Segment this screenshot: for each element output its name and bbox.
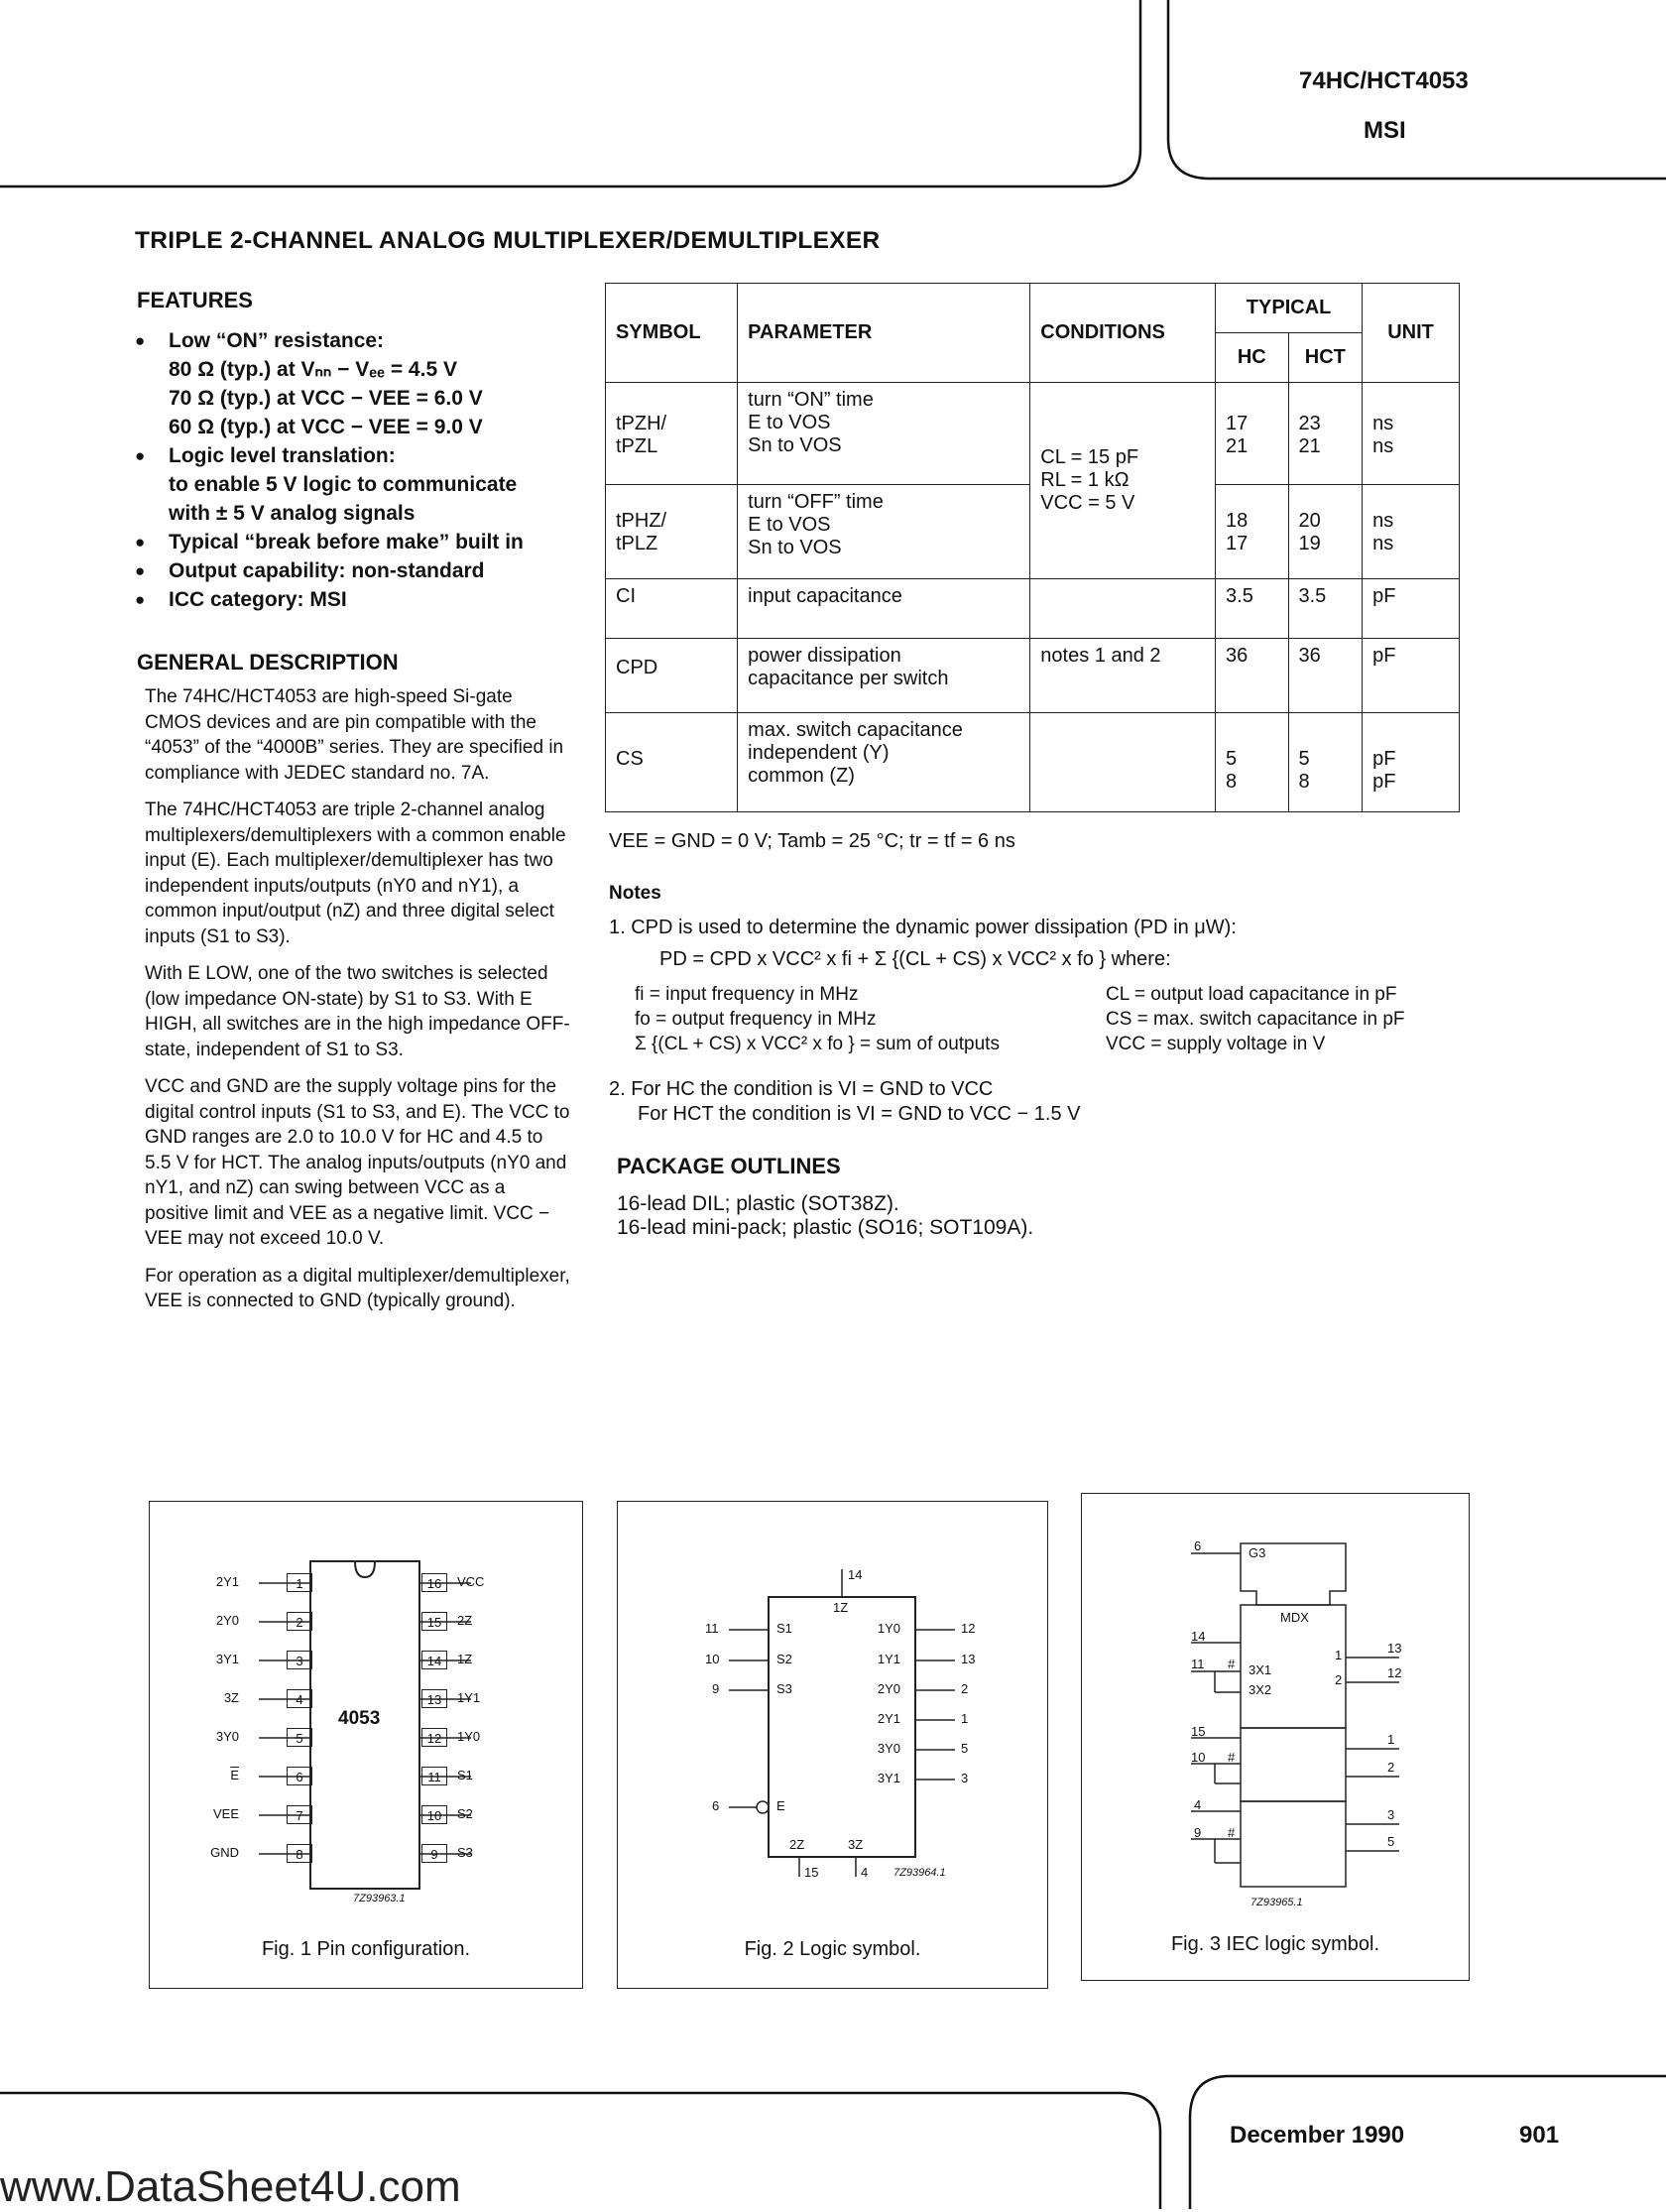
pin-number: 13 <box>961 1652 976 1666</box>
pin-number: 4 <box>287 1689 312 1708</box>
pin-label: 3Z <box>223 1690 239 1705</box>
pin-number: 6 <box>287 1767 312 1785</box>
package-line: 16-lead DIL; plastic (SOT38Z). <box>617 1192 899 1215</box>
pin-number: 13 <box>421 1689 447 1708</box>
note-1: 1. CPD is used to determine the dynamic power dissipation (PD in μW): <box>609 917 1237 938</box>
part-number: 74HC/HCT4053 <box>1299 67 1469 94</box>
pin-number: 3 <box>1387 1807 1395 1822</box>
figure-logic-symbol <box>617 1501 1048 1989</box>
pin-label: 3X1 <box>1249 1662 1272 1677</box>
note-2b: For HCT the condition is VI = GND to VCC − 1.5 V <box>638 1103 1081 1125</box>
pin-number: 9 <box>421 1844 447 1863</box>
pin-label: 3Z <box>848 1837 864 1852</box>
pin-number: 15 <box>804 1865 819 1880</box>
pin-label: VEE <box>212 1806 239 1821</box>
pin-number: 6 <box>1194 1538 1202 1553</box>
pin-number: 11 <box>1191 1657 1205 1671</box>
header-rule <box>0 0 1666 198</box>
col-hc: HC <box>1216 333 1288 383</box>
pin-number: 7 <box>287 1805 312 1824</box>
feature-sub: with ± 5 V analog signals <box>169 502 416 525</box>
pin-number: 12 <box>961 1621 976 1636</box>
col-symbol: SYMBOL <box>606 284 738 383</box>
pin-number: 2 <box>961 1681 969 1696</box>
pin-label: 1Y1 <box>877 1652 900 1666</box>
pin-number: 10 <box>705 1652 720 1666</box>
features-list <box>135 326 591 614</box>
package-heading: PACKAGE OUTLINES <box>617 1154 841 1178</box>
pin-label: # <box>1228 1750 1236 1765</box>
col-parameter: PARAMETER <box>738 284 1030 383</box>
pin-label: 3Y0 <box>215 1729 239 1744</box>
pin-number: 16 <box>421 1573 447 1592</box>
feature-sub: 80 Ω (typ.) at Vₙₙ − Vₑₑ = 4.5 V <box>169 358 457 381</box>
note-2a: 2. For HC the condition is VI = GND to VCC <box>609 1078 994 1100</box>
category: MSI <box>1364 117 1406 144</box>
pin-label: 3X2 <box>1249 1682 1272 1697</box>
pin-number: 10 <box>421 1805 447 1824</box>
footer-date: December 1990 <box>1230 2122 1405 2149</box>
pin-number: 2 <box>1335 1672 1343 1687</box>
pin-label: 1Y1 <box>457 1690 481 1705</box>
figure-caption: Fig. 3 IEC logic symbol. <box>1170 1933 1380 1955</box>
pin-number: 14 <box>848 1567 863 1582</box>
pin-number: 6 <box>712 1798 720 1813</box>
col-hct: HCT <box>1288 333 1363 383</box>
pin-number: 1 <box>1387 1732 1395 1747</box>
feature-sub: to enable 5 V logic to communicate <box>169 473 518 496</box>
block-label: G3 <box>1249 1545 1266 1560</box>
pin-label: 2Z <box>789 1837 805 1852</box>
pin-number: 1 <box>961 1711 969 1726</box>
pin-number: 9 <box>712 1681 720 1696</box>
pin-number: 4 <box>861 1865 869 1880</box>
description-paragraph: VCC and GND are the supply voltage pins for the digital control inputs (S1 to S3, and E). The VCC to GND ranges are 2.0 to 10.0 V for HC and 4.5 to 5.5 V for HCT. The analog inputs/outputs (nY0 and nY1, and nZ) can swing between VCC as a positive limit and VEE as a negative limit. VCC − VEE may not exceed 10.0 V. <box>145 1076 570 1249</box>
pin-label: S2 <box>776 1652 792 1666</box>
pin-label: S2 <box>457 1806 473 1821</box>
pin-number: 12 <box>1387 1665 1402 1680</box>
pin-label: 2Y1 <box>877 1711 900 1726</box>
feature-sub: 60 Ω (typ.) at VCC − VEE = 9.0 V <box>169 416 483 438</box>
pin-label: 2Y1 <box>215 1574 239 1589</box>
feature-item: ● ICC category: MSI <box>135 585 591 614</box>
note-defs-right: CL = output load capacitance in pF CS = max. switch capacitance in pF VCC = supply voltage in V <box>1106 984 1405 1054</box>
description-heading: GENERAL DESCRIPTION <box>137 650 399 675</box>
pin-label: 2Y0 <box>215 1613 239 1628</box>
pin-label: 3Y0 <box>877 1741 900 1756</box>
figure-caption: Fig. 2 Logic symbol. <box>744 1938 921 1960</box>
table-row: tPZH/ tPZL turn “ON” time E to VOS Sn to VOS CL = 15 pF RL = 1 kΩ VCC = 5 V 17 21 23 21 ns ns <box>606 383 1460 485</box>
pin-number: 14 <box>1191 1629 1206 1644</box>
note-defs-left: fi = input frequency in MHz fo = output frequency in MHz Σ {(CL + CS) x VCC² x fo } = sum of outputs <box>635 984 1000 1054</box>
logic-symbol-outline <box>618 1502 1047 1988</box>
pin-number: 3 <box>287 1651 312 1669</box>
description-body <box>145 684 571 1326</box>
pin-label: 1Y0 <box>457 1729 481 1744</box>
pin-label: 1Z <box>457 1652 473 1666</box>
pin-label: S3 <box>776 1681 792 1696</box>
shared-conditions: CL = 15 pF RL = 1 kΩ VCC = 5 V <box>1030 383 1216 579</box>
pin-number: 2 <box>1387 1760 1395 1775</box>
features-heading: FEATURES <box>137 288 253 312</box>
pin-label: $\overline{E}$ <box>230 1768 239 1782</box>
package-line: 16-lead mini-pack; plastic (SO16; SOT109A). <box>617 1216 1034 1239</box>
feature-item: ● Low “ON” resistance: <box>135 326 591 355</box>
description-paragraph: With E LOW, one of the two switches is selected (low impedance ON-state) by S1 to S3. With E HIGH, all switches are in the high impedance OFF-state, independent of S1 to S3. <box>145 963 570 1060</box>
pin-number: 9 <box>1194 1825 1202 1840</box>
pin-label: 2Z <box>457 1613 473 1628</box>
pin-label: 3Y1 <box>877 1771 900 1785</box>
pin-label: E <box>776 1798 785 1813</box>
figure-code: 7Z93963.1 <box>353 1893 406 1905</box>
feature-item: ● Output capability: non-standard <box>135 556 591 585</box>
pin-number: 3 <box>961 1771 969 1785</box>
pin-label: 3Y1 <box>215 1652 239 1666</box>
pin-number: 13 <box>1387 1641 1402 1656</box>
pin-label: VCC <box>457 1574 485 1589</box>
pin-number: 11 <box>705 1621 719 1636</box>
pin-number: 8 <box>287 1844 312 1863</box>
col-conditions: CONDITIONS <box>1030 284 1216 383</box>
pin-number: 4 <box>1194 1797 1202 1812</box>
feature-item: ● Logic level translation: <box>135 441 591 470</box>
description-paragraph: For operation as a digital multiplexer/demultiplexer, VEE is connected to GND (typically ground). <box>145 1265 570 1311</box>
table-row: CS max. switch capacitance independent (Y) common (Z) 5 8 5 8 pF pF <box>606 713 1460 812</box>
page-number: 901 <box>1519 2122 1560 2149</box>
feature-sub: 70 Ω (typ.) at VCC − VEE = 6.0 V <box>169 387 483 410</box>
pin-number: 5 <box>961 1741 969 1756</box>
chip-label: 4053 <box>338 1708 381 1729</box>
pin-number: 10 <box>1191 1750 1206 1765</box>
pin-label: # <box>1228 1657 1236 1671</box>
pin-number: 12 <box>421 1728 447 1747</box>
pin-number: 15 <box>1191 1724 1206 1739</box>
table-row: CI input capacitance 3.5 3.5 pF <box>606 579 1460 639</box>
pin-number: 11 <box>421 1767 447 1785</box>
figure-caption: Fig. 1 Pin configuration. <box>261 1938 471 1960</box>
col-typical: TYPICAL <box>1216 284 1363 333</box>
page-title: TRIPLE 2-CHANNEL ANALOG MULTIPLEXER/DEMULTIPLEXER <box>135 227 881 254</box>
feature-item: ● Typical “break before make” built in <box>135 528 591 556</box>
figure-code: 7Z93964.1 <box>893 1867 946 1879</box>
description-paragraph: The 74HC/HCT4053 are triple 2-channel analog multiplexers/demultiplexers with a common enable input (E). Each multiplexer/demultiplexer has two independent inputs/outputs (nY0 and nY1), a common input/output (nZ) and three digital select inputs (S1 to S3). <box>145 799 566 947</box>
col-unit: UNIT <box>1363 284 1460 383</box>
pin-label: 1Y0 <box>877 1621 900 1636</box>
block-label: MDX <box>1280 1610 1309 1625</box>
figure-pin-configuration <box>149 1501 583 1989</box>
pin-label: GND <box>210 1845 239 1860</box>
pin-number: 1 <box>287 1573 312 1592</box>
description-paragraph: The 74HC/HCT4053 are high-speed Si-gate CMOS devices and are pin compatible with the “4053” of the “4000B” series. They are specified in compliance with JEDEC standard no. 7A. <box>145 686 564 784</box>
pin-number: 14 <box>421 1651 447 1669</box>
watermark-link[interactable]: www.DataSheet4U.com <box>0 2162 461 2211</box>
pin-label: 2Y0 <box>877 1681 900 1696</box>
pin-label: S1 <box>457 1768 473 1782</box>
figure-code: 7Z93965.1 <box>1250 1897 1303 1908</box>
pin-label: S3 <box>457 1845 473 1860</box>
note-formula: PD = CPD x VCC² x fi + Σ {(CL + CS) x VCC² x fo } where: <box>659 948 1171 970</box>
pin-label: S1 <box>776 1621 792 1636</box>
pin-label: # <box>1228 1825 1236 1840</box>
pin-number: 2 <box>287 1612 312 1631</box>
table-row: tPHZ/ tPLZ turn “OFF” time E to VOS Sn to VOS 18 17 20 19 ns ns <box>606 485 1460 579</box>
pin-label: 1Z <box>833 1600 849 1615</box>
table-footnote: VEE = GND = 0 V; Tamb = 25 °C; tr = tf = 6 ns <box>609 830 1015 852</box>
table-row: CPD power dissipation capacitance per switch notes 1 and 2 36 36 pF <box>606 639 1460 713</box>
notes-heading: Notes <box>609 883 661 904</box>
pin-number: 5 <box>287 1728 312 1747</box>
pin-number: 5 <box>1387 1834 1395 1849</box>
characteristics-table <box>605 283 1460 812</box>
pin-number: 1 <box>1335 1648 1343 1662</box>
pin-number: 15 <box>421 1612 447 1631</box>
figure-iec-symbol <box>1081 1493 1470 1981</box>
